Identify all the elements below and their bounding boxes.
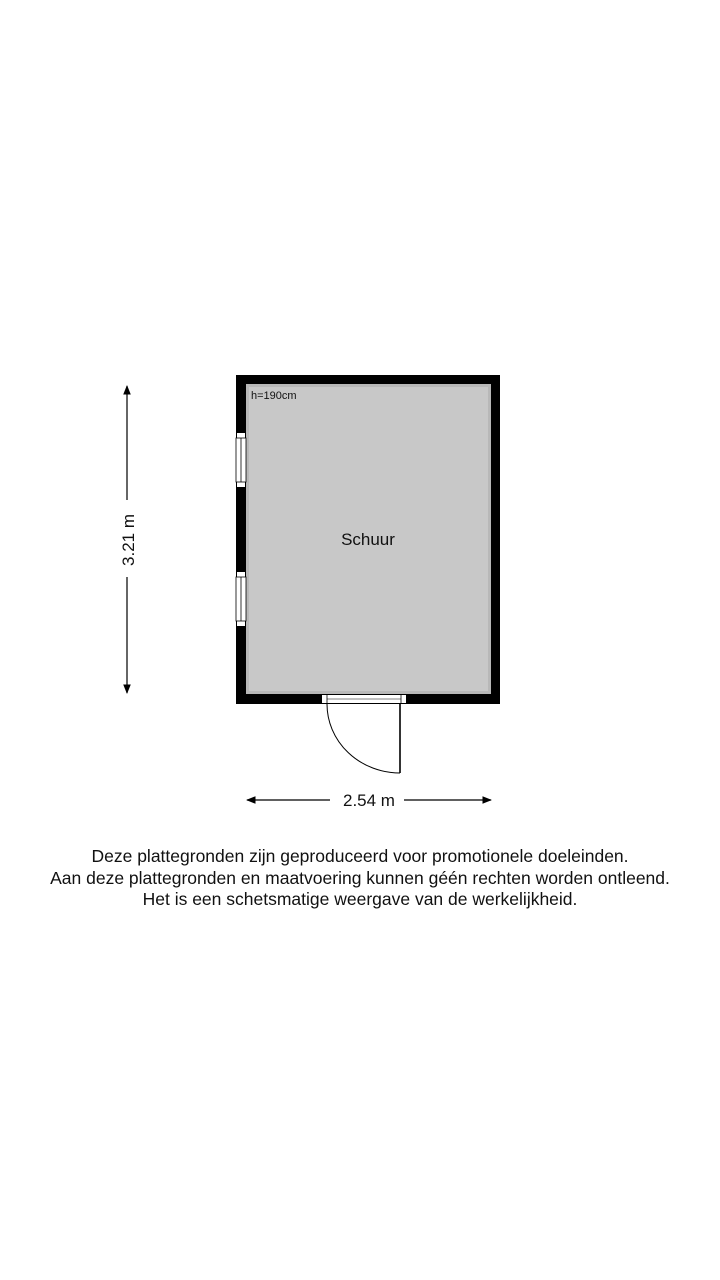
- door: [321, 694, 407, 773]
- ceiling-height-label: h=190cm: [251, 390, 297, 402]
- door-swing-arc: [327, 704, 400, 773]
- dimension-horizontal-label: 2.54 m: [343, 791, 395, 810]
- dimension-horizontal: [247, 791, 491, 810]
- dimension-vertical-label: 3.21 m: [119, 514, 138, 566]
- dimension-vertical: [119, 386, 138, 693]
- window-upper: [236, 432, 246, 488]
- disclaimer-line-3: Het is een schetsmatige weergave van de werkelijkheid.: [142, 889, 578, 909]
- disclaimer-line-1: Deze plattegronden zijn geproduceerd voor promotionele doeleinden.: [91, 846, 629, 866]
- window-lower: [236, 571, 246, 627]
- room-label: Schuur: [341, 530, 395, 549]
- disclaimer: [0, 846, 720, 911]
- disclaimer-line-2: Aan deze plattegronden en maatvoering kunnen géén rechten worden ontleend.: [50, 867, 670, 888]
